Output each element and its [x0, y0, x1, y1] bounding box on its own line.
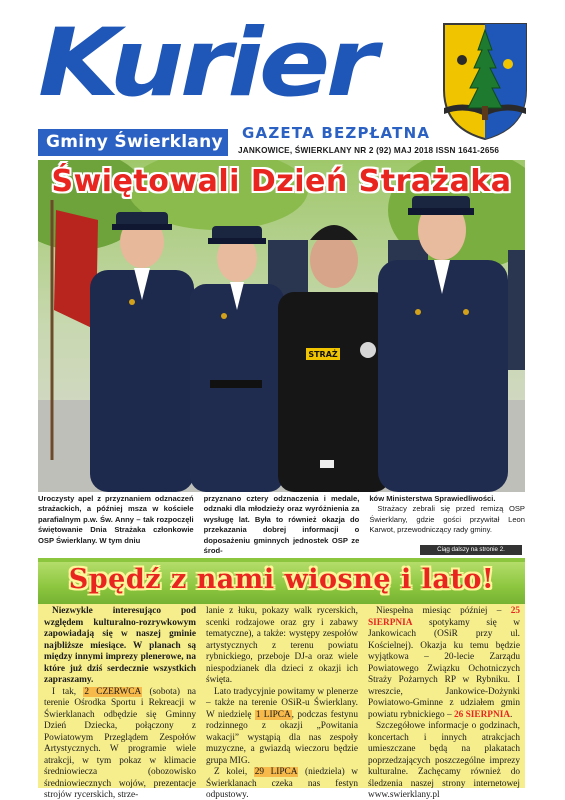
- caption-col-1: Uroczysty apel z przyznaniem odznaczeń strażackich, a później msza w kościele parafialnym p.w. Św. Anny – tak rozpoczęli świętowanie Dnia Strażaka członkowie OSP Świerklany. W tym dniu: [38, 494, 194, 545]
- continued-on-page-2[interactable]: Ciąg dalszy na stronie 2.: [420, 545, 522, 555]
- event-date: 29 LIPCA: [254, 767, 298, 777]
- promo-paragraph: lanie z łuku, pokazy walk rycerskich, scenki rodzajowe oraz gry i zabawy tematyczne), a także: występy zespołów artystycznych z terenu powiatu rybnickiego, przeboje DJ-a oraz wiele niespodzianek dla dzieci z okazji ich święta.: [206, 606, 358, 685]
- promo-text: Z kolei,: [214, 767, 254, 777]
- cover-photo: [38, 160, 525, 492]
- promo-paragraph: [206, 687, 358, 768]
- patch-text: STRAŻ: [308, 350, 338, 359]
- promo-text: , podczas festynu rodzinnego z okazji „Powitania wakacji” wystąpią dla nas zespoły muzyczne, a gwiazdą wieczoru będzie grupa MIG.: [206, 709, 358, 766]
- caption-col-3-a: ków Ministerstwa Sprawiedliwości.: [369, 494, 496, 503]
- promo-text: Niespełna miesiąc później –: [376, 606, 511, 616]
- caption-col-2: przyznano cztery odznaczenia i medale, odznaki dla młodzieży oraz wyróżnienia za wysługę lat. Była to również okazja do przekazania dobrej informacji o doposażeniu gminnych jednostek OSP ze środ-: [203, 494, 360, 556]
- event-date: 2 CZERWCA: [84, 686, 142, 697]
- firefighters-photo: [38, 160, 525, 492]
- promo-article: [44, 606, 520, 800]
- event-date: 26 SIERPNIA: [453, 709, 511, 720]
- promo-text: (sobota) na terenie Ośrodka Sportu i Rekreacji w Świerklanach odbędzie się Gminny Dzień Dziecka, połączony z Powiatowym Przeglądem Zespołów Artystycznych. W programie wiele atrakcji, w tym pokaz w klimacie średniowiecza (obozowisko średniowiecznych wojów, prezentacje strojów rycerskich, strze-: [44, 686, 196, 800]
- gmina-label: Gminy Świerklany: [38, 129, 228, 156]
- promo-lead: Niezwykle interesująco pod względem kulturalno-rozrywkowym zapowiadają się w naszej gminie najbliższe miesiące. W planach są między innymi imprezy plenerowe, na które już dziś serdecznie wszystkich zapraszamy.: [44, 606, 196, 685]
- cover-headline: Świętowali Dzień Strażaka: [51, 164, 512, 199]
- event-date: 25 SIERPNIA: [368, 606, 520, 628]
- free-newspaper-label: GAZETA BEZPŁATNA: [242, 124, 431, 142]
- event-date: 1 LIPCA: [255, 709, 291, 720]
- promo-paragraph: Szczegółowe informacje o godzinach, koncertach i innych atrakcjach umieszczane będą na plakatach poprzedzających poszczególne imprezy kulturalne. Zachęcamy również do śledzenia naszej strony internetowej www.swierklany.pl: [368, 721, 520, 800]
- promo-title: Spędź z nami wiosnę i lato!: [68, 564, 495, 595]
- promo-text: Lato tradycyjnie powitamy w plenerze – także na terenie OSiR-u Świerklany. W niedzielę: [206, 686, 358, 720]
- promo-col-3: [368, 606, 520, 800]
- caption-col-3-b: Strażacy zebrali się przed remizą OSP Świerklany, gdzie gości przywitał Leon Karwot, przewodniczący rady gminy.: [369, 504, 525, 535]
- promo-text: spotykamy się w Jankowicach (OSiR przy ul. Kościelnej). Okazja ku temu będzie wyjątkowa – 20-lecie Zarządu Powiatowego Związku Ochotniczych Straży Pożarnych RP w Rybniku. I wreszcie, Jankowice-Dożynki Powiatowo-Gminne z udziałem gmin powiatu rybnickiego –: [368, 617, 520, 720]
- promo-text: I tak,: [52, 686, 84, 697]
- promo-box: [38, 558, 525, 800]
- promo-col-1: [44, 606, 196, 800]
- newspaper-logo[interactable]: Kurier: [38, 9, 374, 118]
- promo-text: (niedziela) w Świerklanach czeka nas festyn odpustowy.: [206, 767, 359, 800]
- promo-paragraph: [44, 687, 196, 800]
- masthead: [0, 0, 565, 160]
- coat-of-arms-icon: [440, 20, 530, 142]
- promo-col-2: [206, 606, 358, 800]
- issue-info: JANKOWICE, ŚWIERKLANY NR 2 (92) MAJ 2018 ISSN 1641-2656: [238, 146, 500, 155]
- promo-text: .: [510, 709, 513, 720]
- promo-paragraph: [368, 606, 520, 721]
- promo-paragraph: [206, 767, 358, 800]
